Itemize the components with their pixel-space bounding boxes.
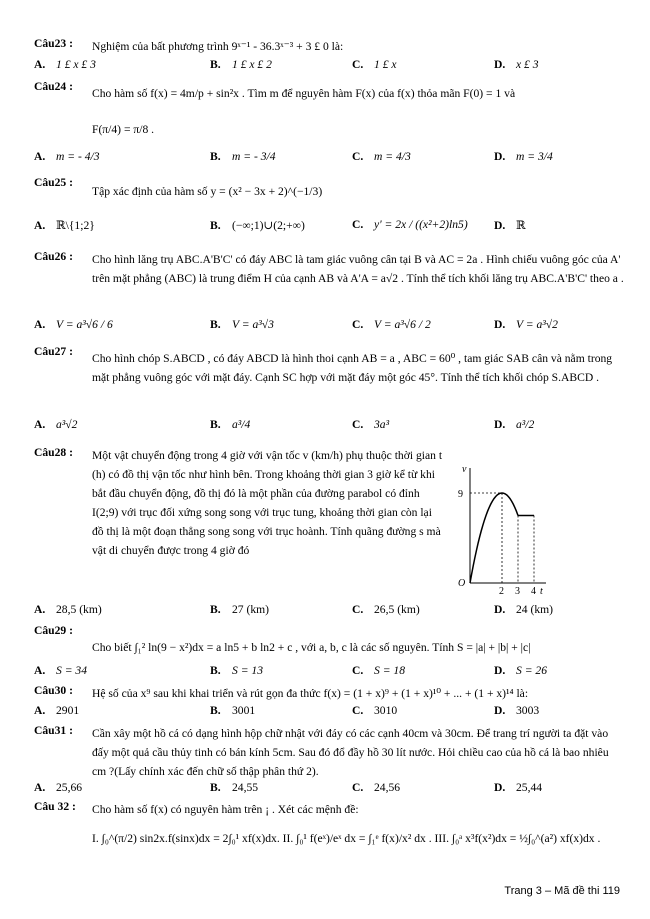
option-letter: D. — [494, 318, 506, 331]
option-a: m = - 4/3 — [56, 150, 100, 163]
option-d: 3003 — [516, 704, 540, 717]
option-letter: B. — [210, 150, 221, 163]
option-a: V = a³√6 / 6 — [56, 318, 113, 331]
option-letter: B. — [210, 219, 221, 232]
question-stem-cont: F(π/4) = π/8 . — [92, 123, 155, 136]
option-d: a³/2 — [516, 418, 535, 431]
option-letter: B. — [210, 704, 221, 717]
option-letter: D. — [494, 704, 506, 717]
answer-options-29 — [34, 664, 624, 682]
option-letter: A. — [34, 781, 46, 794]
option-letter: C. — [352, 781, 364, 794]
option-a: 1 £ x £ 3 — [56, 58, 96, 71]
question-30 — [34, 684, 624, 704]
answer-options-26 — [34, 318, 624, 336]
option-letter: D. — [494, 664, 506, 677]
answer-options-31 — [34, 781, 624, 799]
question-27 — [34, 345, 624, 405]
question-stem: Tập xác định của hàm số y = (x² − 3x + 2)^(−1/3) — [92, 185, 323, 198]
option-b: (−∞;1)∪(2;+∞) — [232, 219, 305, 232]
question-stem: Cho hình chóp S.ABCD , có đáy ABCD là hình thoi cạnh AB = a , ABC = 60⁰ , tam giác SAB cân và nằm trong mặt phẳng vuông góc với mặt đáy. Cạnh SC hợp với mặt đáy một góc 45°. Tính thể tích khối chóp S.ABCD . — [92, 352, 613, 384]
option-a: S = 34 — [56, 664, 88, 677]
question-25 — [34, 176, 624, 206]
page-footer: Trang 3 – Mã đề thi 119 — [504, 885, 620, 897]
question-number: Câu30 : — [34, 684, 73, 697]
statements-list: I. ∫₀^(π/2) sin2x.f(sinx)dx = 2∫₀¹ xf(x)dx. II. ∫₀¹ f(eˣ)/eˣ dx = ∫₁ᵉ f(x)/x² dx . III. ∫₀ᵃ x³f(x²)dx = ½∫₀^(a²) xf(x)dx . — [92, 832, 601, 845]
option-letter: C. — [352, 150, 364, 163]
option-b: S = 13 — [232, 664, 264, 677]
v-label: v — [462, 464, 467, 475]
question-32 — [34, 800, 624, 820]
option-c: 1 £ x — [374, 58, 397, 71]
option-letter: C. — [352, 603, 364, 616]
option-a: 28,5 (km) — [56, 603, 102, 616]
question-31 — [34, 724, 624, 782]
option-letter: A. — [34, 704, 46, 717]
option-c: 3010 — [374, 704, 398, 717]
option-b: 3001 — [232, 704, 256, 717]
question-number: Câu23 : — [34, 37, 73, 50]
option-d: 25,44 — [516, 781, 543, 794]
answer-options-28 — [34, 603, 624, 621]
option-letter: A. — [34, 58, 46, 71]
question-number: Câu28 : — [34, 446, 73, 459]
question-stem: Một vật chuyển động trong 4 giờ với vận tốc v (km/h) phụ thuộc thời gian t (h) có đồ thị vận tốc như hình bên. Trong khoảng thời gian 3 giờ kể từ khi bắt đầu chuyển động, đồ thị đó là một phần của đường parabol có đỉnh I(2;9) với trục đối xứng song song với trục tung, khoảng thời gian còn lại đồ thị là một đoạn thẳng song song với trục hoành. Tính quãng đường s mà vật di chuyển được trong 4 giờ đó — [92, 449, 443, 557]
option-letter: B. — [210, 58, 221, 71]
option-b: a³/4 — [232, 418, 251, 431]
option-b: V = a³√3 — [232, 318, 274, 331]
option-letter: D. — [494, 603, 506, 616]
velocity-chart — [450, 462, 550, 596]
question-stem: Cho hàm số f(x) có nguyên hàm trên ¡ . Xét các mệnh đề: — [92, 803, 359, 816]
question-26 — [34, 250, 624, 310]
answer-options-27 — [34, 418, 624, 436]
option-letter: D. — [494, 219, 506, 232]
option-c: y' = 2x / ((x²+2)ln5) — [374, 218, 468, 231]
parabola-curve — [470, 493, 518, 583]
option-a: 2901 — [56, 704, 80, 717]
question-number: Câu 32 : — [34, 800, 76, 813]
tick-9: 9 — [458, 489, 463, 500]
question-stem: Cho hàm số f(x) = 4m/p + sin²x . Tìm m để nguyên hàm F(x) của f(x) thỏa mãn F(0) = 1 và — [92, 87, 516, 100]
option-letter: D. — [494, 418, 506, 431]
question-29 — [34, 624, 624, 654]
option-c: S = 18 — [374, 664, 406, 677]
option-letter: C. — [352, 664, 364, 677]
option-letter: C. — [352, 704, 364, 717]
option-d: S = 26 — [516, 664, 548, 677]
question-number: Câu25 : — [34, 176, 73, 189]
option-letter: B. — [210, 781, 221, 794]
tick-4: 4 — [531, 586, 536, 596]
option-b: 24,55 — [232, 781, 259, 794]
question-stem: Cho biết ∫₁² ln(9 − x²)dx = a ln5 + b ln2 + c , với a, b, c là các số nguyên. Tính S = |a| + |b| + |c| — [92, 641, 531, 654]
option-d: V = a³√2 — [516, 318, 558, 331]
option-letter: B. — [210, 318, 221, 331]
option-b: m = - 3/4 — [232, 150, 276, 163]
question-24 — [34, 80, 624, 140]
option-letter: A. — [34, 219, 46, 232]
option-a: 25,66 — [56, 781, 83, 794]
question-stem: Nghiệm của bất phương trình 9ˣ⁻¹ - 36.3ˣ⁻³ + 3 £ 0 là: — [92, 40, 344, 53]
option-c: 24,56 — [374, 781, 401, 794]
question-number: Câu31 : — [34, 724, 73, 737]
option-b: 1 £ x £ 2 — [232, 58, 272, 71]
option-d: m = 3/4 — [516, 150, 553, 163]
option-b: 27 (km) — [232, 603, 270, 616]
option-letter: B. — [210, 603, 221, 616]
option-c: 26,5 (km) — [374, 603, 420, 616]
option-letter: B. — [210, 418, 221, 431]
tick-2: 2 — [499, 586, 504, 596]
option-c: m = 4/3 — [374, 150, 411, 163]
option-letter: B. — [210, 664, 221, 677]
t-label: t — [540, 586, 543, 596]
option-c: 3a³ — [374, 418, 390, 431]
option-letter: A. — [34, 150, 46, 163]
origin-label: O — [458, 578, 466, 589]
option-letter: A. — [34, 318, 46, 331]
option-d: x £ 3 — [516, 58, 539, 71]
option-a: ℝ\{1;2} — [56, 219, 95, 232]
answer-options-25 — [34, 218, 624, 236]
option-letter: D. — [494, 150, 506, 163]
option-a: a³√2 — [56, 418, 78, 431]
option-letter: A. — [34, 664, 46, 677]
option-letter: C. — [352, 318, 364, 331]
question-number: Câu29 : — [34, 624, 73, 637]
question-stem: Cần xây một hồ cá có dạng hình hộp chữ nhật với đáy có các cạnh 40cm và 30cm. Để trang trí người ta đặt vào đấy một quả cầu thủy tinh có bán kính 5cm. Sau đó đổ đầy hồ 30 lít nước. Hỏi chiều cao của hồ cá là bao nhiêu cm ?(Lấy chính xác đến chữ số thập phân thứ 2). — [92, 727, 609, 778]
question-number: Câu24 : — [34, 80, 73, 93]
answer-options-30 — [34, 704, 624, 722]
question-number: Câu27 : — [34, 345, 73, 358]
option-letter: D. — [494, 58, 506, 71]
option-letter: C. — [352, 58, 364, 71]
question-number: Câu26 : — [34, 250, 73, 263]
question-stem: Hệ số của x⁹ sau khi khai triển và rút gọn đa thức f(x) = (1 + x)⁹ + (1 + x)¹⁰ + ... + (1 + x)¹⁴ là: — [92, 687, 529, 700]
question-stem: Cho hình lăng trụ ABC.A'B'C' có đáy ABC là tam giác vuông cân tại B và AC = 2a . Hình chiếu vuông góc của A' trên mặt phẳng (ABC) là trung điểm H của cạnh AB và A'A = a√2 . Tính thể tích khối lăng trụ ABC.A'B'C' theo a . — [92, 253, 624, 285]
tick-3: 3 — [515, 586, 520, 596]
option-letter: D. — [494, 781, 506, 794]
answer-options-24 — [34, 150, 624, 168]
option-c: V = a³√6 / 2 — [374, 318, 431, 331]
option-d: 24 (km) — [516, 603, 554, 616]
option-letter: C. — [352, 218, 364, 231]
question-23 — [34, 37, 624, 57]
option-letter: C. — [352, 418, 364, 431]
option-d: ℝ — [516, 219, 526, 232]
option-letter: A. — [34, 603, 46, 616]
answer-options-23 — [34, 58, 624, 76]
option-letter: A. — [34, 418, 46, 431]
